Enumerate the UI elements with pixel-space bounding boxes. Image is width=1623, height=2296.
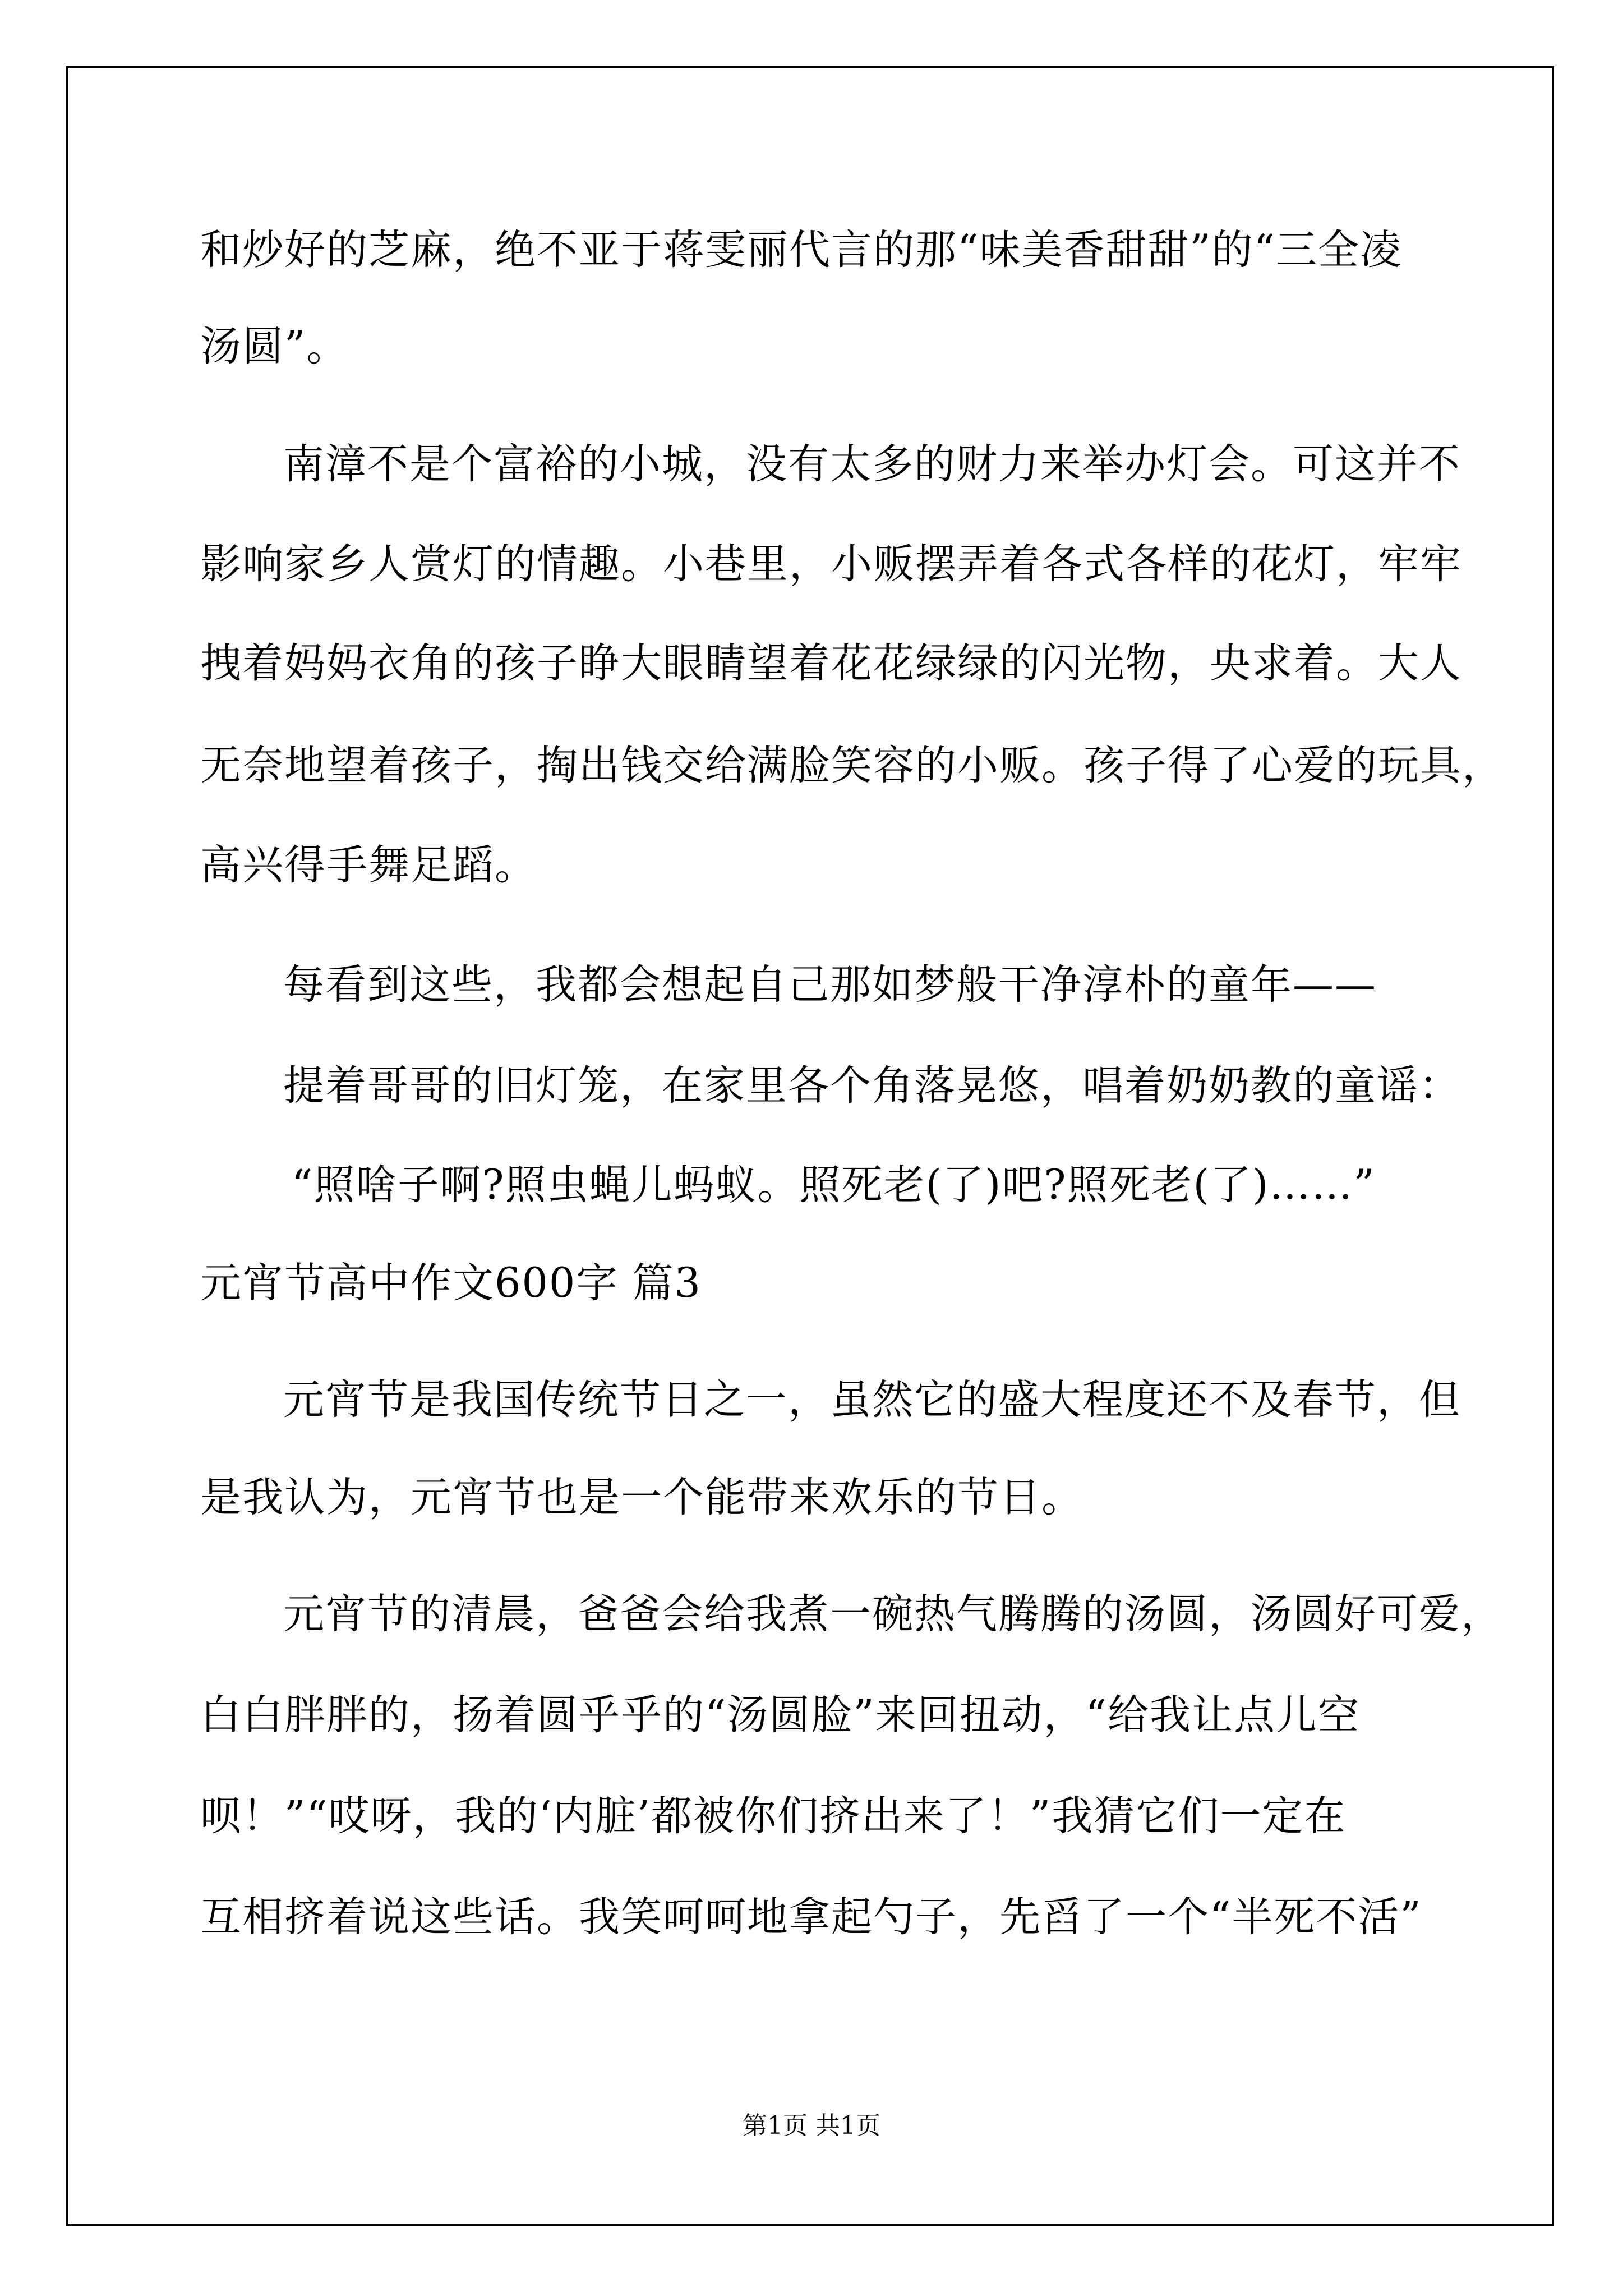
text-line: 是我认为，元宵节也是一个能带来欢乐的节日。 <box>200 1474 1083 1521</box>
paragraph-line: 每看到这些，我都会想起自己那如梦般干净淳朴的童年—— <box>283 961 1377 1009</box>
text-line: 互相挤着说这些话。我笑呵呵地拿起勺子，先舀了一个“半死不活” <box>200 1893 1422 1941</box>
paragraph-line: 提着哥哥的旧灯笼，在家里各个角落晃悠，唱着奶奶教的童谣： <box>283 1062 1461 1110</box>
text-line: 和炒好的芝麻，绝不亚于蒋雯丽代言的那“味美香甜甜”的“三全凌 <box>200 226 1402 274</box>
text-line: 白白胖胖的，扬着圆乎乎的“汤圆脸”来回扭动，“给我让点儿空 <box>200 1691 1360 1739</box>
text-line: 高兴得手舞足蹈。 <box>200 841 537 889</box>
text-line: 无奈地望着孩子，掏出钱交给满脸笑容的小贩。孩子得了心爱的玩具， <box>200 742 1504 789</box>
section-heading: 元宵节高中作文600字 篇3 <box>200 1259 702 1307</box>
paragraph-line: 元宵节是我国传统节日之一，虽然它的盛大程度还不及春节，但 <box>283 1376 1461 1424</box>
text-line: 呗！”“哎呀，我的‘内脏’都被你们挤出来了！”我猜它们一定在 <box>200 1792 1347 1840</box>
page-footer: 第1页 共1页 <box>743 2111 880 2140</box>
text-line: 拽着妈妈衣角的孩子睁大眼睛望着花花绿绿的闪光物，央求着。大人 <box>200 639 1462 687</box>
text-line: 汤圆”。 <box>200 323 349 370</box>
quote-line: “照啥子啊?照虫蝇儿蚂蚁。照死老(了)吧?照死老(了)……” <box>292 1161 1376 1209</box>
text-line: 影响家乡人赏灯的情趣。小巷里，小贩摆弄着各式各样的花灯，牢牢 <box>200 540 1462 588</box>
paragraph-line: 南漳不是个富裕的小城，没有太多的财力来举办灯会。可这并不 <box>283 440 1461 488</box>
paragraph-line: 元宵节的清晨，爸爸会给我煮一碗热气腾腾的汤圆，汤圆好可爱， <box>283 1590 1503 1638</box>
